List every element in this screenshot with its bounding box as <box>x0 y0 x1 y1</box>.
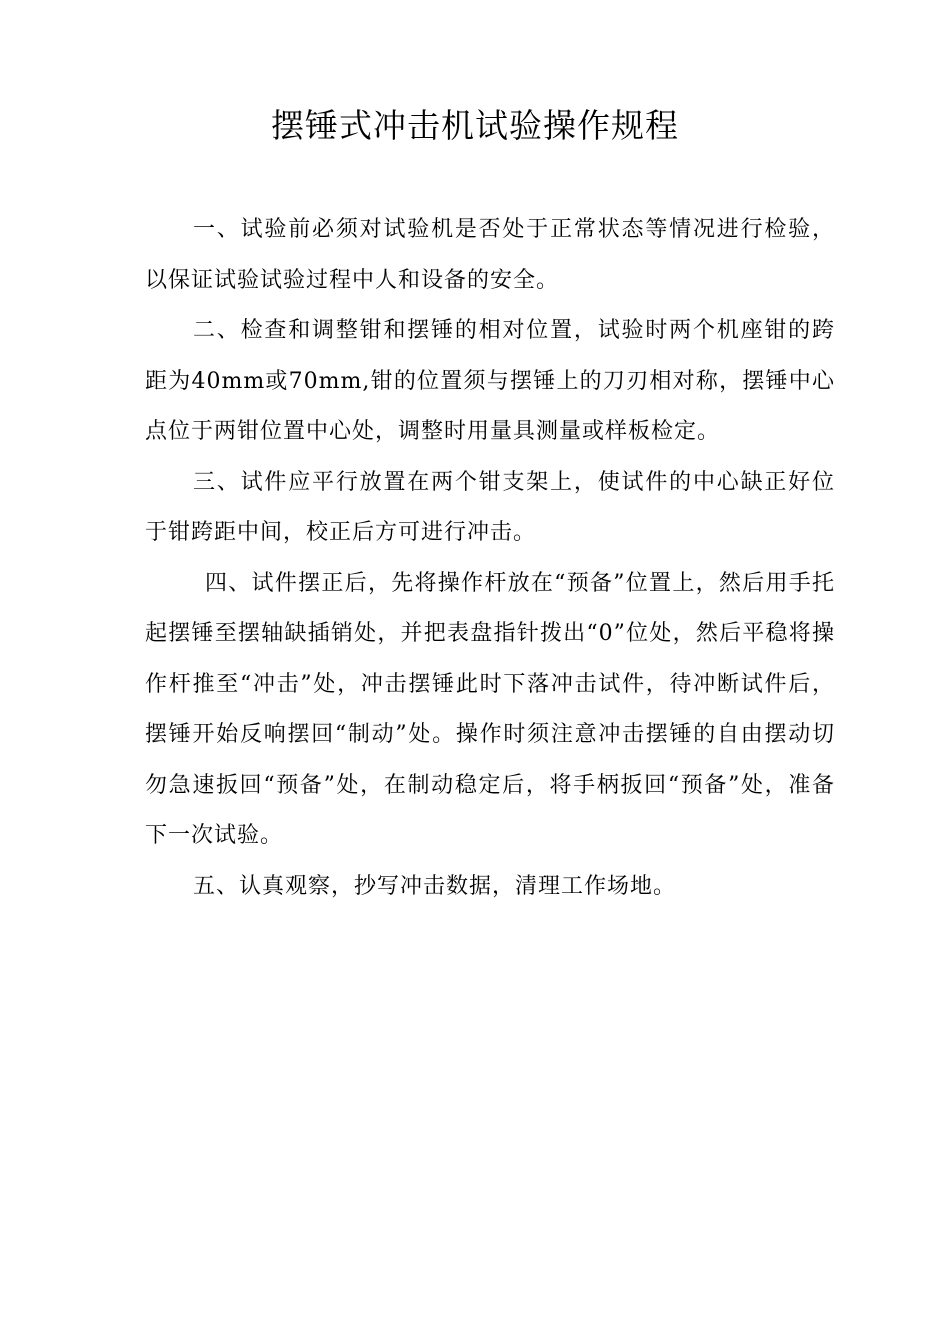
paragraph-2: 二、检查和调整钳和摆锤的相对位置，试验时两个机座钳的跨距为40mm或70mm,钳的位置须与摆锤上的刀刃相对称，摆锤中心点位于两钳位置中心处，调整时用量具测量或样板检定。 <box>145 318 835 444</box>
paragraph-5: 五、认真观察，抄写冲击数据，清理工作场地。 <box>193 873 677 899</box>
document-title: 摆锤式冲击机试验操作规程 <box>271 106 679 145</box>
paragraph-1: 一、试验前必须对试验机是否处于正常状态等情况进行检验，以保证试验试验过程中人和设备的安全。 <box>145 217 835 293</box>
paragraph-4: 四、试件摆正后，先将操作杆放在“预备”位置上，然后用手托起摆锤至摆轴缺插销处，并把表盘指针拨出“0”位处，然后平稳将操作杆推至“冲击”处，冲击摆锤此时下落冲击试件，待冲断试件后，摆锤开始反响摆回“制动”处。操作时须注意冲击摆锤的自由摆动切勿急速扳回“预备”处，在制动稳定后，将手柄扳回“预备”处，准备下一次试验。 <box>145 570 835 848</box>
paragraph-3: 三、试件应平行放置在两个钳支架上，使试件的中心缺正好位于钳跨距中间，校正后方可进行冲击。 <box>145 469 835 545</box>
document-body <box>145 205 835 912</box>
